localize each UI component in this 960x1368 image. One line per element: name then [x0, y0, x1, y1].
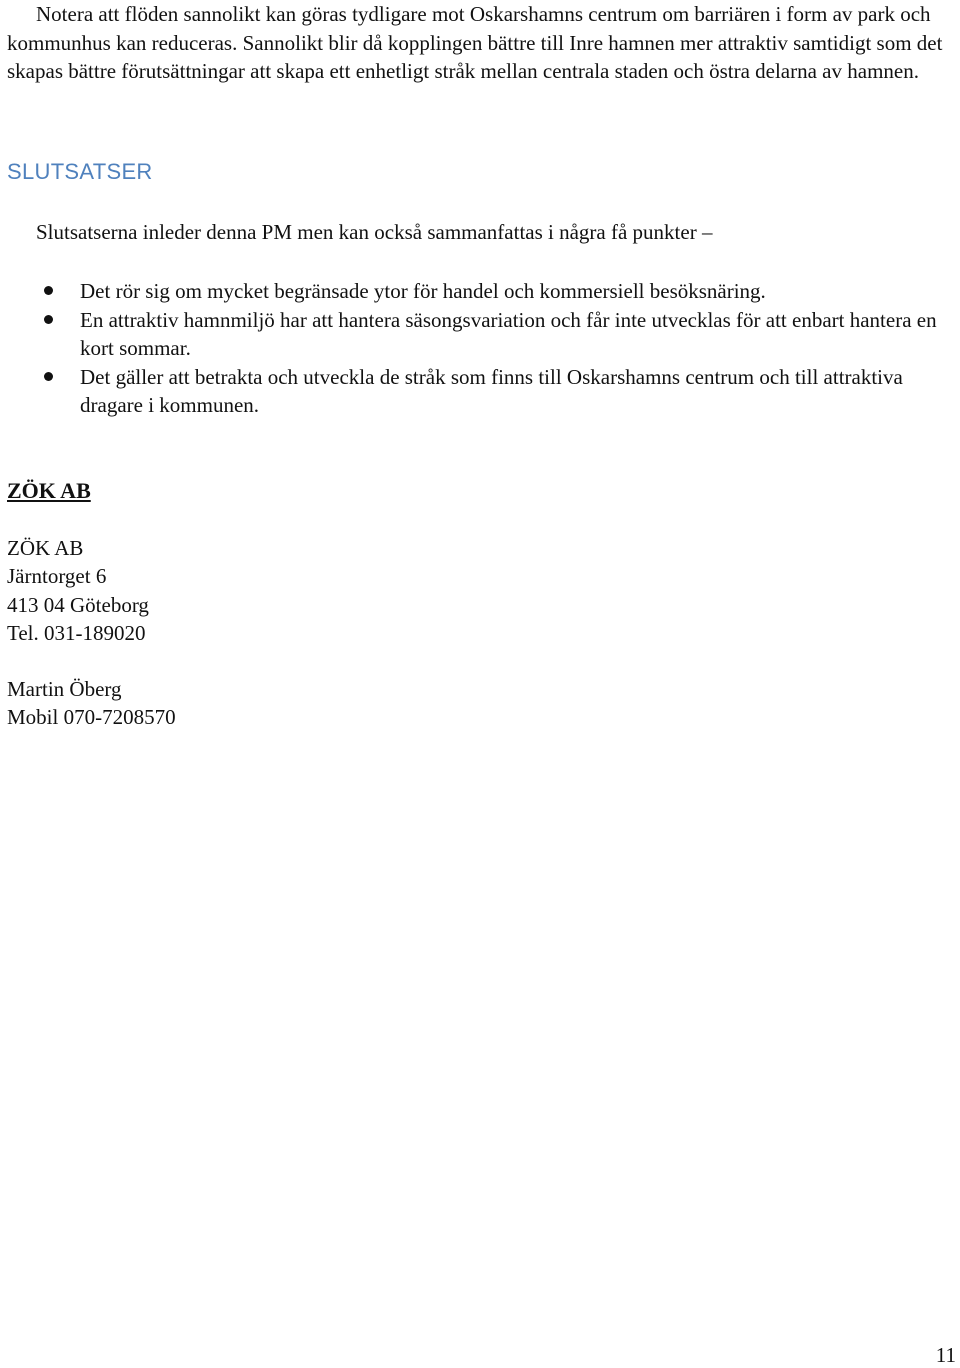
bullet-dot-icon [44, 315, 53, 324]
bullet-text: Det rör sig om mycket begränsade ytor för handel och kommersiell besöksnäring. [80, 279, 766, 303]
bullet-item [0, 363, 960, 420]
bullet-text: Det gäller att betrakta och utveckla de stråk som finns till Oskarshamns centrum och till attraktiva dragare i kommunen. [80, 364, 903, 417]
company-phone: Tel. 031-189020 [7, 620, 146, 645]
bullet-dot-icon [44, 286, 53, 295]
bullet-dot-icon [44, 372, 53, 381]
company-postal: 413 04 Göteborg [7, 592, 149, 617]
company-name: ZÖK AB [7, 536, 84, 560]
page-number: 11 [935, 1343, 956, 1367]
company-street: Järntorget 6 [7, 564, 107, 589]
contact-name: Martin Öberg [7, 677, 122, 701]
contact-block [7, 675, 176, 732]
section-heading-slutsatser: SLUTSATSER [7, 159, 153, 184]
intro-paragraph [7, 0, 957, 86]
bullet-text: En attraktiv hamnmiljö har att hantera säsongsvariation och får inte utvecklas för att enbart hantera en kort sommar. [80, 307, 937, 360]
bullet-item [0, 306, 960, 363]
intro-text: Notera att flöden sannolikt kan göras tydligare mot Oskarshamns centrum om barriären i form av park och kommunhus kan reduceras. Sannolikt blir då kopplingen bättre till Inre hamnen mer attraktiv samtidigt som det skapas bättre förutsättningar att skapa ett enhetligt stråk mellan centrala staden och östra delarna av hamnen. [7, 2, 943, 83]
company-address [7, 534, 149, 647]
contact-mobile: Mobil 070-7208570 [7, 705, 176, 730]
bullet-item [0, 277, 960, 306]
conclusions-lead: Slutsatserna inleder denna PM men kan också sammanfattas i några få punkter – [36, 220, 713, 244]
conclusions-bullet-list [0, 277, 960, 420]
company-heading: ZÖK AB [7, 478, 91, 503]
